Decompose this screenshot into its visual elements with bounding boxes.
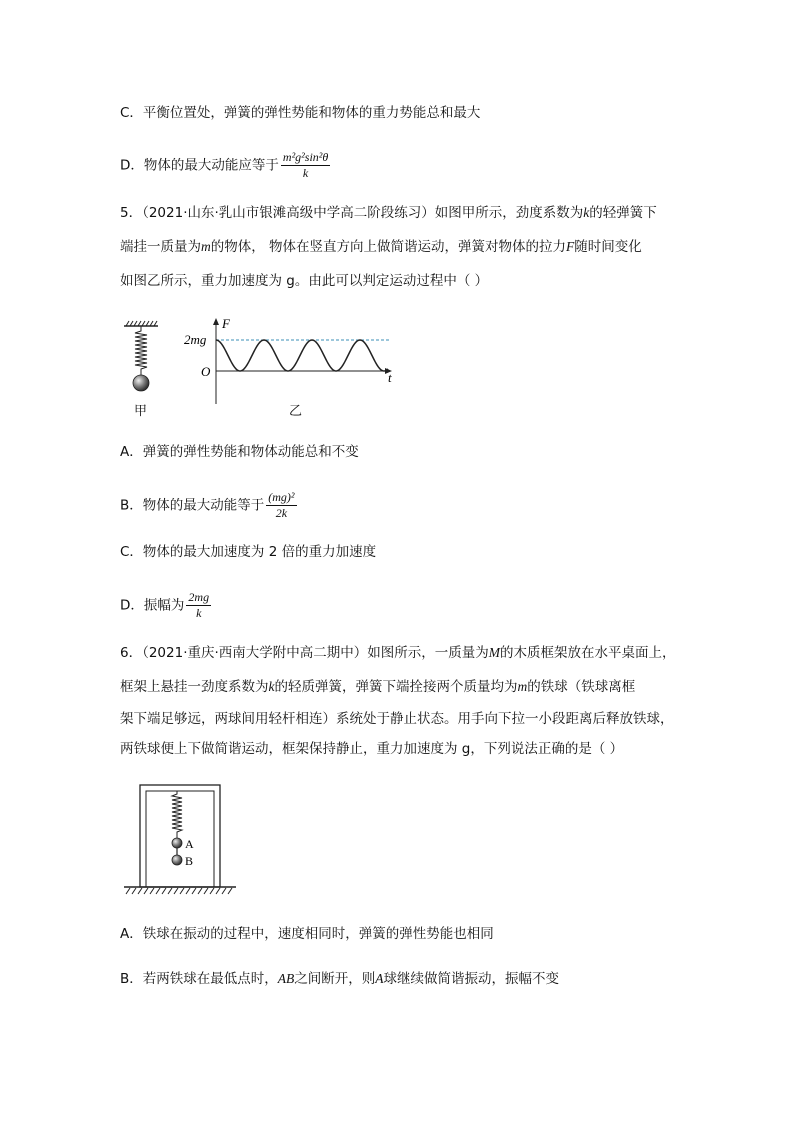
q6-var-M: M [488, 645, 501, 660]
q5-text: 5．（2021·山东·乳山市银滩高级中学高二阶段练习）如图甲所示，劲度系数为 [120, 205, 584, 221]
q4-option-d-fraction [281, 150, 330, 181]
q5-option-d-text: D．振幅为 [120, 597, 185, 614]
q4-option-c: C．平衡位置处，弹簧的弹性势能和物体的重力势能总和最大 [120, 105, 481, 121]
q6-var-m: m [517, 679, 528, 694]
q5-axis-2mg-label: 2mg [184, 332, 207, 347]
q5-text: 随时间变化 [574, 239, 642, 255]
q4-option-d-text: D．物体的最大动能应等于 [120, 157, 279, 174]
q6-stem-line-1 [120, 643, 676, 663]
q5-axis-F-label: F [222, 316, 230, 331]
q6-option-b [120, 969, 559, 989]
q6-text: 球继续做简谐振动，振幅不变 [383, 971, 560, 987]
q5-option-d [120, 590, 211, 621]
q6-text: 6．（2021·重庆·西南大学附中高二期中）如图所示，一质量为 [120, 645, 489, 661]
fraction-numerator: 2mg [188, 590, 210, 604]
q6-text: 的轻质弹簧，弹簧下端拴接两个质量均为 [274, 679, 518, 695]
q6-frame-figure [122, 784, 238, 898]
q6-text: B．若两铁球在最低点时， [120, 971, 278, 987]
q5-option-b [120, 490, 297, 521]
q6-text: 的木质框架放在水平桌面上， [500, 645, 676, 661]
q5-axis-t-label: t [388, 370, 392, 385]
q6-text: 框架上悬挂一劲度系数为 [120, 679, 269, 695]
fraction-denominator: k [302, 166, 309, 180]
q6-stem-line-2 [120, 677, 635, 697]
q5-var-F: F [566, 239, 575, 254]
q5-stem-line-2 [120, 237, 642, 257]
q5-stem-line-1 [120, 203, 657, 223]
q5-axis-origin-label: O [201, 364, 211, 379]
q5-var-k: k [583, 205, 590, 220]
q6-text: 之间断开，则 [294, 971, 376, 987]
q6-text: 的铁球（铁球离框 [527, 679, 636, 695]
q6-var-AB: AB [277, 971, 295, 986]
q4-option-d [120, 150, 330, 181]
q5-figure-label-yi: 乙 [289, 403, 303, 418]
fraction-denominator: 2k [275, 506, 288, 520]
q5-option-d-fraction [186, 590, 211, 621]
q5-force-graph [180, 316, 400, 406]
q5-option-b-fraction [266, 490, 296, 521]
q6-stem-line-4: 两铁球便上下做简谐运动，框架保持静止，重力加速度为 g，下列说法正确的是（ ） [120, 741, 624, 757]
q5-var-m: m [201, 239, 211, 254]
fraction-numerator: m²g²sin²θ [282, 150, 329, 164]
q6-ball-b-label: B [185, 854, 194, 868]
fraction-denominator: k [196, 606, 202, 620]
q6-ball-a-label: A [185, 837, 194, 851]
q6-var-A: A [375, 971, 384, 986]
q6-stem-line-3: 架下端足够远，两球间用轻杆相连）系统处于静止状态。用手向下拉一小段距离后释放铁球， [120, 711, 674, 727]
q5-option-b-text: B．物体的最大动能等于 [120, 497, 265, 514]
q6-var-k: k [268, 679, 275, 694]
q5-text: 的物体， 物体在竖直方向上做简谐运动，弹簧对物体的拉力 [210, 239, 567, 255]
q6-option-a: A．铁球在振动的过程中，速度相同时，弹簧的弹性势能也相同 [120, 926, 494, 942]
q5-text: 端挂一质量为 [120, 239, 201, 255]
q5-option-a: A．弹簧的弹性势能和物体动能总和不变 [120, 444, 359, 460]
q5-stem-line-3: 如图乙所示，重力加速度为 g。由此可以判定运动过程中（ ） [120, 273, 489, 289]
fraction-numerator: (mg)² [268, 490, 295, 504]
q5-text: 的轻弹簧下 [589, 205, 657, 221]
q5-figure-label-jia: 甲 [134, 403, 148, 418]
q5-option-c: C．物体的最大加速度为 2 倍的重力加速度 [120, 544, 377, 560]
